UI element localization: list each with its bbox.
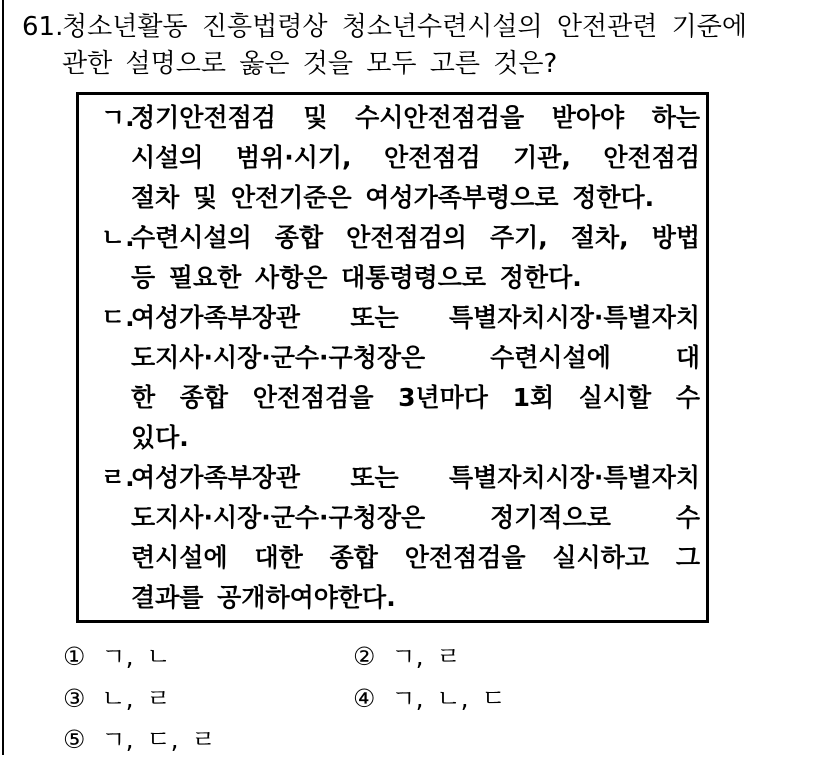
statement-text: 여성가족부장관 또는 특별자치시장·특별자치 도지사·시장·군수·구청장은 정기적으로 수 련시설에 대한 종합 안전점검을 실시하고 그 결과를 공개하여야한다. xyxy=(131,463,700,612)
question-line-1: 청소년활동 진흥법령상 청소년수련시설의 안전관련 기준에 xyxy=(62,12,747,42)
statement-marker: ㄴ. xyxy=(101,223,135,252)
option-3-circled-number: ③ xyxy=(63,684,86,713)
option-2-circled-number: ② xyxy=(353,642,376,671)
statement-item-nieun xyxy=(101,218,700,298)
question-61 xyxy=(22,9,747,83)
statement-text: 정기안전점검 및 수시안전점검을 받아야 하는 시설의 범위·시기, 안전점검 기관, 안전점검 절차 및 안전기준은 여성가족부령으로 정한다. xyxy=(131,103,700,212)
option-3-text: ㄴ, ㄹ xyxy=(101,684,171,713)
statement-item-giyeok xyxy=(101,98,700,218)
option-4-circled-number: ④ xyxy=(353,684,376,713)
option-1-circled-number: ① xyxy=(63,642,86,671)
question-text xyxy=(62,9,747,83)
option-4-text: ㄱ, ㄴ, ㄷ xyxy=(391,684,506,713)
statements-box xyxy=(76,92,709,623)
answer-option-5[interactable] xyxy=(63,723,216,757)
statement-item-rieul xyxy=(101,458,700,618)
option-5-circled-number: ⑤ xyxy=(63,725,86,754)
statement-item-digeut xyxy=(101,298,700,458)
statement-text: 여성가족부장관 또는 특별자치시장·특별자치 도지사·시장·군수·구청장은 수련시설에 대 한 종합 안전점검을 3년마다 1회 실시할 수 있다. xyxy=(131,303,700,452)
column-divider-line xyxy=(2,0,4,755)
statement-marker: ㄷ. xyxy=(101,303,135,332)
answer-option-4[interactable] xyxy=(353,682,506,716)
statement-text: 수련시설의 종합 안전점검의 주기, 절차, 방법 등 필요한 사항은 대통령령으로 정한다. xyxy=(131,223,700,292)
option-1-text: ㄱ, ㄴ xyxy=(101,642,171,671)
answer-option-3[interactable] xyxy=(63,682,171,716)
option-5-text: ㄱ, ㄷ, ㄹ xyxy=(101,725,216,754)
answer-option-1[interactable] xyxy=(63,640,171,674)
option-2-text: ㄱ, ㄹ xyxy=(391,642,461,671)
statement-marker: ㄹ. xyxy=(101,463,135,492)
question-number: 61. xyxy=(22,12,64,42)
question-line-2: 관한 설명으로 옳은 것을 모두 고른 것은? xyxy=(62,49,558,79)
answer-option-2[interactable] xyxy=(353,640,461,674)
statement-marker: ㄱ. xyxy=(101,103,135,132)
